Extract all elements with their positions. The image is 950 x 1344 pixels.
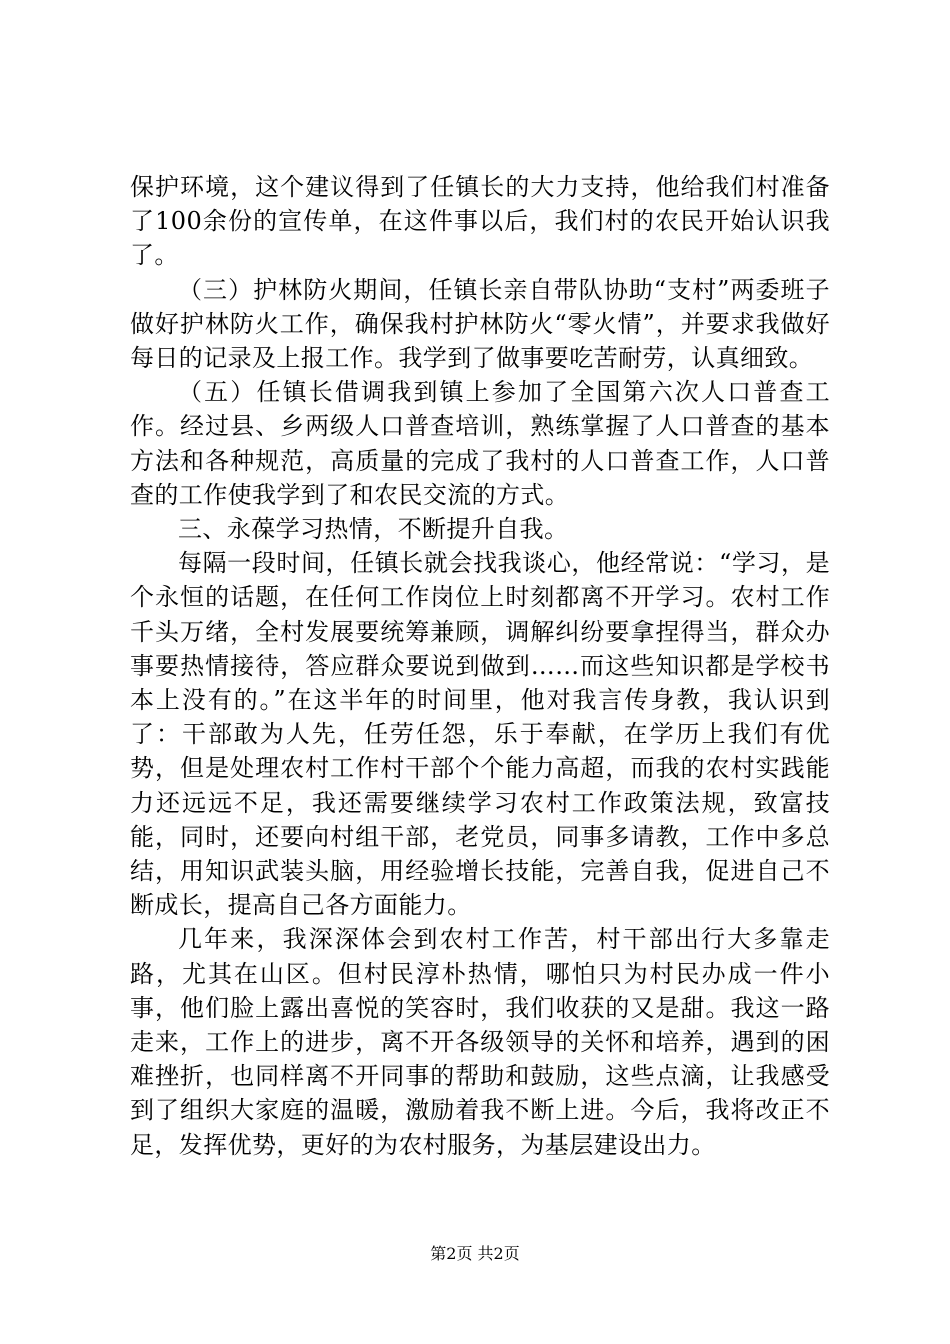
document-body (130, 170, 830, 1162)
paragraph-continuation: 保护环境，这个建议得到了任镇长的大力支持，他给我们村准备了100余份的宣传单，在这件事以后，我们村的农民开始认识我了。 (130, 173, 830, 270)
section-heading-three: 三、永葆学习热情，不断提升自我。 (178, 515, 569, 544)
page-footer: 第2页 共2页 (430, 1244, 520, 1263)
paragraph-learning: 每隔一段时间，任镇长就会找我谈心，他经常说：“学习，是个永恒的话题，在任何工作岗位上时刻都离不开学习。农村工作千头万绪，全村发展要统筹兼顾，调解纠纷要拿捏得当，群众办事要热情接待，答应群众要说到做到……而这些知识都是学校书本上没有的。”在这半年的时间里，他对我言传身教，我认识到了：干部敢为人先，任劳任怨，乐于奉献，在学历上我们有优势，但是处理农村工作村干部个个能力高超，而我的农村实践能力还远远不足，我还需要继续学习农村工作政策法规，致富技能，同时，还要向村组干部，老党员，同事多请教，工作中多总结，用知识武装头脑，用经验增长技能，完善自我，促进自己不断成长，提高自己各方面能力。 (130, 549, 830, 920)
paragraph-item-three: （三）护林防火期间，任镇长亲自带队协助“支村”两委班子做好护林防火工作，确保我村护林防火“零火情”，并要求我做好每日的记录及上报工作。我学到了做事要吃苦耐劳，认真细致。 (130, 275, 830, 373)
paragraph-conclusion: 几年来，我深深体会到农村工作苦，村干部出行大多靠走路，尤其在山区。但村民淳朴热情，哪怕只为村民办成一件小事，他们脸上露出喜悦的笑容时，我们收获的又是甜。我这一路走来，工作上的进步，离不开各级领导的关怀和培养，遇到的困难挫折，也同样离不开同事的帮助和鼓励，这些点滴，让我感受到了组织大家庭的温暖，激励着我不断上进。今后，我将改正不足，发挥优势，更好的为农村服务，为基层建设出力。 (130, 925, 830, 1159)
paragraph-item-five: （五）任镇长借调我到镇上参加了全国第六次人口普查工作。经过县、乡两级人口普查培训，熟练掌握了人口普查的基本方法和各种规范，高质量的完成了我村的人口普查工作，人口普查的工作使我学到了和农民交流的方式。 (130, 378, 830, 509)
